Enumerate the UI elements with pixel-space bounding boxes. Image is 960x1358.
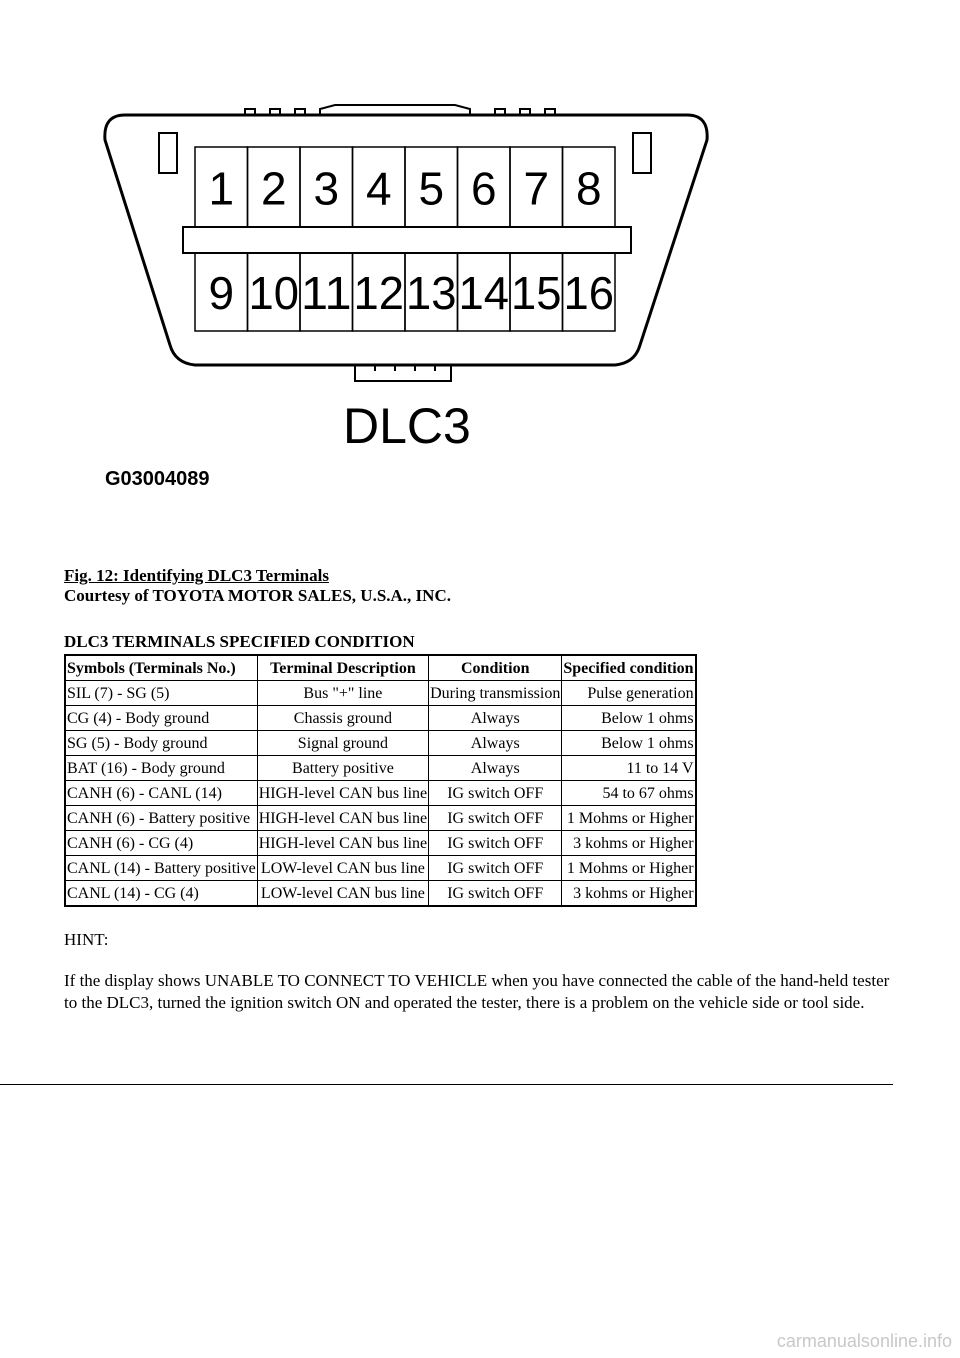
- pin-number: 11: [301, 267, 352, 320]
- table-row: [65, 881, 696, 907]
- cell-condition: Always: [429, 706, 562, 731]
- header-specified: Specified condition: [562, 655, 696, 681]
- pin-number: 3: [313, 162, 340, 215]
- pin-number: 12: [353, 267, 404, 320]
- header-condition: Condition: [429, 655, 562, 681]
- terminals-table: [64, 654, 697, 907]
- pin-separator-bar: [183, 227, 631, 253]
- cell-specified: 3 kohms or Higher: [562, 831, 696, 856]
- cell-specified: 3 kohms or Higher: [562, 881, 696, 907]
- cell-description: LOW-level CAN bus line: [257, 881, 428, 907]
- cell-symbols: CANH (6) - CG (4): [65, 831, 257, 856]
- figure-courtesy: Courtesy of TOYOTA MOTOR SALES, U.S.A., INC.: [64, 586, 451, 605]
- cell-condition: Always: [429, 756, 562, 781]
- cell-description: Chassis ground: [257, 706, 428, 731]
- cell-condition: IG switch OFF: [429, 831, 562, 856]
- pin-number: 5: [418, 162, 445, 215]
- table-row: [65, 806, 696, 831]
- cell-symbols: CANL (14) - Battery positive: [65, 856, 257, 881]
- cell-condition: Always: [429, 731, 562, 756]
- pin-number: 10: [248, 267, 299, 320]
- cell-symbols: CG (4) - Body ground: [65, 706, 257, 731]
- connector-bottom-latch: [355, 365, 451, 381]
- cell-description: HIGH-level CAN bus line: [257, 781, 428, 806]
- connector-label: DLC3: [343, 398, 471, 454]
- header-symbols: Symbols (Terminals No.): [65, 655, 257, 681]
- pin-number: 9: [208, 267, 235, 320]
- left-key: [159, 133, 177, 173]
- dlc3-connector-figure: [95, 95, 715, 495]
- cell-description: Bus "+" line: [257, 681, 428, 706]
- cell-condition: IG switch OFF: [429, 856, 562, 881]
- cell-description: Battery positive: [257, 756, 428, 781]
- cell-description: HIGH-level CAN bus line: [257, 806, 428, 831]
- cell-symbols: CANH (6) - CANL (14): [65, 781, 257, 806]
- figure-title: Fig. 12: Identifying DLC3 Terminals: [64, 566, 329, 585]
- pin-row-top: [195, 147, 615, 227]
- header-description: Terminal Description: [257, 655, 428, 681]
- cell-condition: During transmission: [429, 681, 562, 706]
- graphic-id: G03004089: [105, 468, 210, 490]
- hint-text: If the display shows UNABLE TO CONNECT TO VEHICLE when you have connected the cable of the hand-held tester to the DLC3, turned the ignition switch ON and operated the tester, there is a problem on the vehicle side or tool side.: [64, 971, 890, 1012]
- pin-number: 16: [563, 267, 614, 320]
- cell-symbols: CANL (14) - CG (4): [65, 881, 257, 907]
- pin-number: 15: [511, 267, 562, 320]
- cell-specified: Pulse generation: [562, 681, 696, 706]
- horizontal-rule: [0, 1084, 893, 1085]
- cell-specified: Below 1 ohms: [562, 731, 696, 756]
- cell-specified: 1 Mohms or Higher: [562, 856, 696, 881]
- table-row: [65, 706, 696, 731]
- table-header-row: [65, 655, 696, 681]
- cell-condition: IG switch OFF: [429, 781, 562, 806]
- pin-number: 14: [458, 267, 509, 320]
- pin-number: 2: [260, 162, 287, 215]
- pin-number: 13: [406, 267, 457, 320]
- footer-brand: carmanualsonline.info: [776, 1331, 952, 1351]
- cell-condition: IG switch OFF: [429, 806, 562, 831]
- hint-label: HINT:: [64, 930, 109, 949]
- cell-specified: 1 Mohms or Higher: [562, 806, 696, 831]
- cell-symbols: SG (5) - Body ground: [65, 731, 257, 756]
- pin-row-bottom: [195, 253, 615, 331]
- table-row: [65, 781, 696, 806]
- table-row: [65, 756, 696, 781]
- cell-symbols: CANH (6) - Battery positive: [65, 806, 257, 831]
- pin-number: 7: [523, 162, 550, 215]
- cell-specified: 54 to 67 ohms: [562, 781, 696, 806]
- figure-caption: [64, 566, 451, 606]
- cell-specified: 11 to 14 V: [562, 756, 696, 781]
- cell-symbols: SIL (7) - SG (5): [65, 681, 257, 706]
- table-row: [65, 831, 696, 856]
- right-key: [633, 133, 651, 173]
- table-title: DLC3 TERMINALS SPECIFIED CONDITION: [64, 632, 415, 651]
- pin-number: 6: [470, 162, 497, 215]
- table-row: [65, 731, 696, 756]
- cell-specified: Below 1 ohms: [562, 706, 696, 731]
- table-row: [65, 856, 696, 881]
- pin-number: 4: [365, 162, 392, 215]
- cell-condition: IG switch OFF: [429, 881, 562, 907]
- pin-number: 8: [575, 162, 602, 215]
- cell-description: Signal ground: [257, 731, 428, 756]
- table-row: [65, 681, 696, 706]
- pin-number: 1: [208, 162, 235, 215]
- cell-symbols: BAT (16) - Body ground: [65, 756, 257, 781]
- cell-description: LOW-level CAN bus line: [257, 856, 428, 881]
- dlc3-connector-diagram: [95, 95, 715, 495]
- cell-description: HIGH-level CAN bus line: [257, 831, 428, 856]
